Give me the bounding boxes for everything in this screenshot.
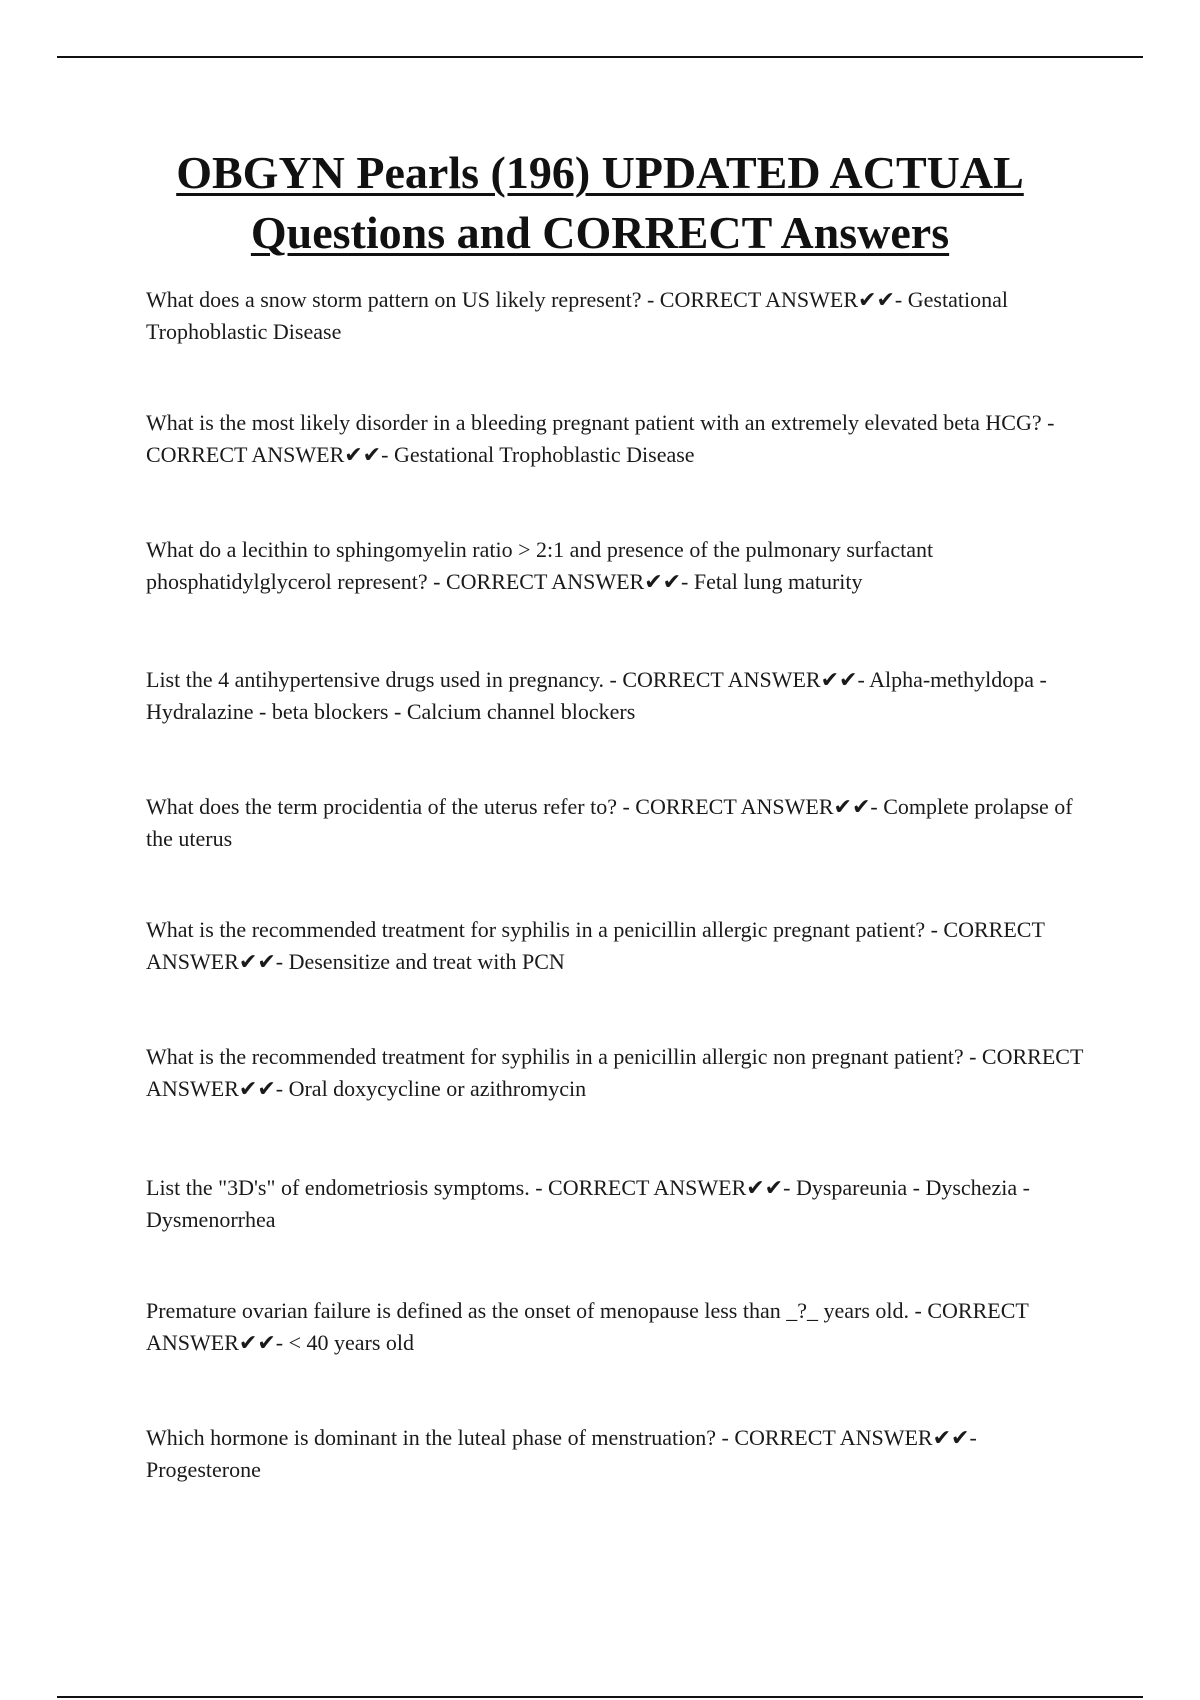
answer-text: Alpha-methyldopa - Hydralazine - beta blockers - Calcium channel blockers — [146, 667, 1047, 724]
answer-text: Complete prolapse of the uterus — [146, 794, 1073, 851]
qa-item — [146, 534, 1086, 598]
question-text: List the 4 antihypertensive drugs used in pregnancy. - CORRECT ANSWER✔✔- — [146, 667, 865, 692]
question-text: What is the recommended treatment for syphilis in a penicillin allergic pregnant patient? - CORRECT ANSWER✔✔- — [146, 917, 1045, 974]
answer-text: Desensitize and treat with PCN — [288, 949, 565, 974]
answer-text: Oral doxycycline or azithromycin — [288, 1076, 587, 1101]
title-line-1: OBGYN Pearls (196) UPDATED ACTUAL — [176, 147, 1024, 198]
question-text: What does a snow storm pattern on US likely represent? - CORRECT ANSWER✔✔- — [146, 287, 903, 312]
question-text: What does the term procidentia of the uterus refer to? - CORRECT ANSWER✔✔- — [146, 794, 878, 819]
qa-item — [146, 791, 1086, 855]
qa-item — [146, 284, 1086, 348]
question-text: List the "3D's" of endometriosis symptoms. - CORRECT ANSWER✔✔- — [146, 1175, 791, 1200]
answer-text: < 40 years old — [288, 1330, 415, 1355]
qa-item — [146, 1172, 1086, 1236]
answer-text: Gestational Trophoblastic Disease — [393, 442, 695, 467]
answer-text: Gestational Trophoblastic Disease — [146, 287, 1008, 344]
qa-item — [146, 1295, 1086, 1359]
question-text: Which hormone is dominant in the luteal phase of menstruation? - CORRECT ANSWER✔✔- — [146, 1425, 977, 1450]
question-text: What do a lecithin to sphingomyelin ratio > 2:1 and presence of the pulmonary surfactant phosphatidylglycerol represent? - CORRECT ANSWER✔✔- — [146, 537, 934, 594]
qa-item — [146, 407, 1086, 471]
answer-text: Progesterone — [146, 1457, 261, 1482]
document-title — [100, 143, 1100, 263]
question-text: What is the most likely disorder in a bleeding pregnant patient with an extremely elevated beta HCG? - CORRECT ANSWER✔✔- — [146, 410, 1055, 467]
answer-text: Dyspareunia - Dyschezia - Dysmenorrhea — [146, 1175, 1030, 1232]
top-rule — [57, 56, 1143, 58]
question-text: What is the recommended treatment for syphilis in a penicillin allergic non pregnant patient? - CORRECT ANSWER✔✔- — [146, 1044, 1083, 1101]
qa-item — [146, 1422, 1086, 1486]
question-text: Premature ovarian failure is defined as the onset of menopause less than _?_ years old. - CORRECT ANSWER✔✔- — [146, 1298, 1029, 1355]
answer-text: Fetal lung maturity — [693, 569, 863, 594]
title-line-2: Questions and CORRECT Answers — [250, 207, 950, 258]
bottom-rule — [57, 1696, 1143, 1698]
qa-item — [146, 664, 1086, 728]
qa-item — [146, 1041, 1086, 1105]
qa-item — [146, 914, 1086, 978]
